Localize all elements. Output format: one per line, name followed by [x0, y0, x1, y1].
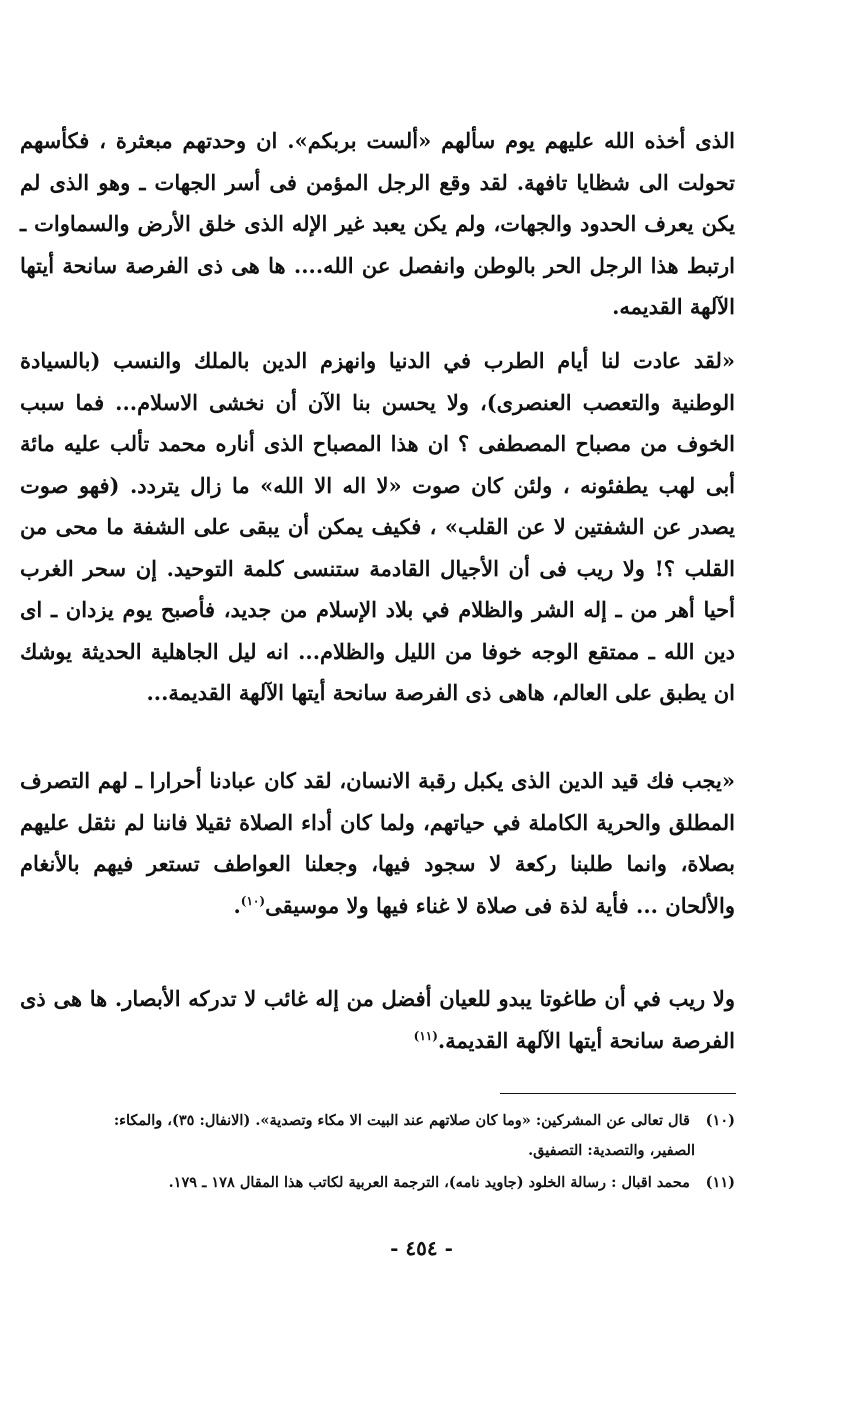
paragraph-3-text: «يجب فك قيد الدين الذى يكبل رقبة الانسان، لقد كان عبادنا أحرارا ـ لهم التصرف المطلق والحرية الكاملة في حياتهم، ولما كان أداء الصلاة ثقيلا فاننا لم نثقل عليهم بصلاة، وانما طلبنا ركعة لا سجود فيها، وجعلنا العواطف تستعر فيهم بالأنغام والألحان ... فأية لذة فى صلاة لا غناء فيها ولا موسيقى	[20, 768, 735, 918]
footnote-11-line-1: محمد اقبال : رسالة الخلود (جاويد نامه)، الترجمة العربية لكاتب هذا المقال ١٧٨ ـ ١٧٩.	[168, 1174, 690, 1191]
paragraph-4-text: ولا ريب في أن طاغوتا يبدو للعيان أفضل من إله غائب لا تدركه الأبصار. ها هى ذى الفرصة سانحة أيتها الآلهة القديمة.	[20, 986, 735, 1053]
paragraph-3	[20, 760, 735, 926]
footnote-10	[20, 1106, 735, 1166]
footnote-ref-11: (١١)	[413, 1028, 438, 1043]
footnote-10-line-2: الصفير، والتصدية: التصفيق.	[528, 1142, 695, 1159]
paragraph-1-text: الذى أخذه الله عليهم يوم سألهم «ألست بربكم». ان وحدتهم مبعثرة ، فكأسهم تحولت الى شظايا تافهة. لقد وقع الرجل المؤمن فى أسر الجهات ـ وهو الذى لم يكن يعرف الحدود والجهات، ولم يكن يعبد غير الإله الذى خلق الأرض والسماوات ـ ارتبط هذا الرجل الحر بالوطن وانفصل عن الله.... ها هى ذى الفرصة سانحة أيتها الآلهة القديمه.	[20, 128, 735, 319]
paragraph-3-end: .	[233, 892, 241, 918]
paragraph-4	[20, 978, 735, 1061]
footnote-11-number: (١١)	[705, 1174, 735, 1191]
footnote-separator	[500, 1093, 736, 1094]
page-number: - ٤٥٤ -	[390, 1236, 453, 1260]
footnote-11	[20, 1168, 735, 1198]
paragraph-1	[20, 120, 735, 328]
paragraph-2-text: «لقد عادت لنا أيام الطرب في الدنيا وانهزم الدين بالملك والنسب (بالسيادة الوطنية والتعصب العنصرى)، ولا يحسن بنا الآن أن نخشى الاسلام... فما سبب الخوف من مصباح المصطفى ؟ ان هذا المصباح الذى أناره محمد تألب عليه مائة أبى لهب يطفئونه ، ولئن كان صوت «لا اله الا الله» ما زال يتردد. (فهو صوت يصدر عن الشفتين لا عن القلب» ، فكيف يمكن أن يبقى على الشفة ما محى من القلب ؟! ولا ريب فى أن الأجيال القادمة ستنسى كلمة التوحيد. إن سحر الغرب أحيا أهر من ـ إله الشر والظلام في بلاد الإسلام من جديد، فأصبح يوم يزدان ـ اى دين الله ـ ممتقع الوجه خوفا من الليل والظلام... انه ليل الجاهلية الحديثة يوشك ان يطبق على العالم، هاهى ذى الفرصة سانحة أيتها الآلهة القديمة...	[20, 348, 735, 705]
footnote-10-line-1: قال تعالى عن المشركين: «وما كان صلاتهم عند البيت الا مكاء وتصدية». (الانفال: ٣٥)، والمكاء:	[113, 1112, 690, 1129]
paragraph-2	[20, 340, 735, 714]
footnote-10-number: (١٠)	[705, 1112, 735, 1129]
footnote-ref-10: (١٠)	[240, 893, 266, 908]
